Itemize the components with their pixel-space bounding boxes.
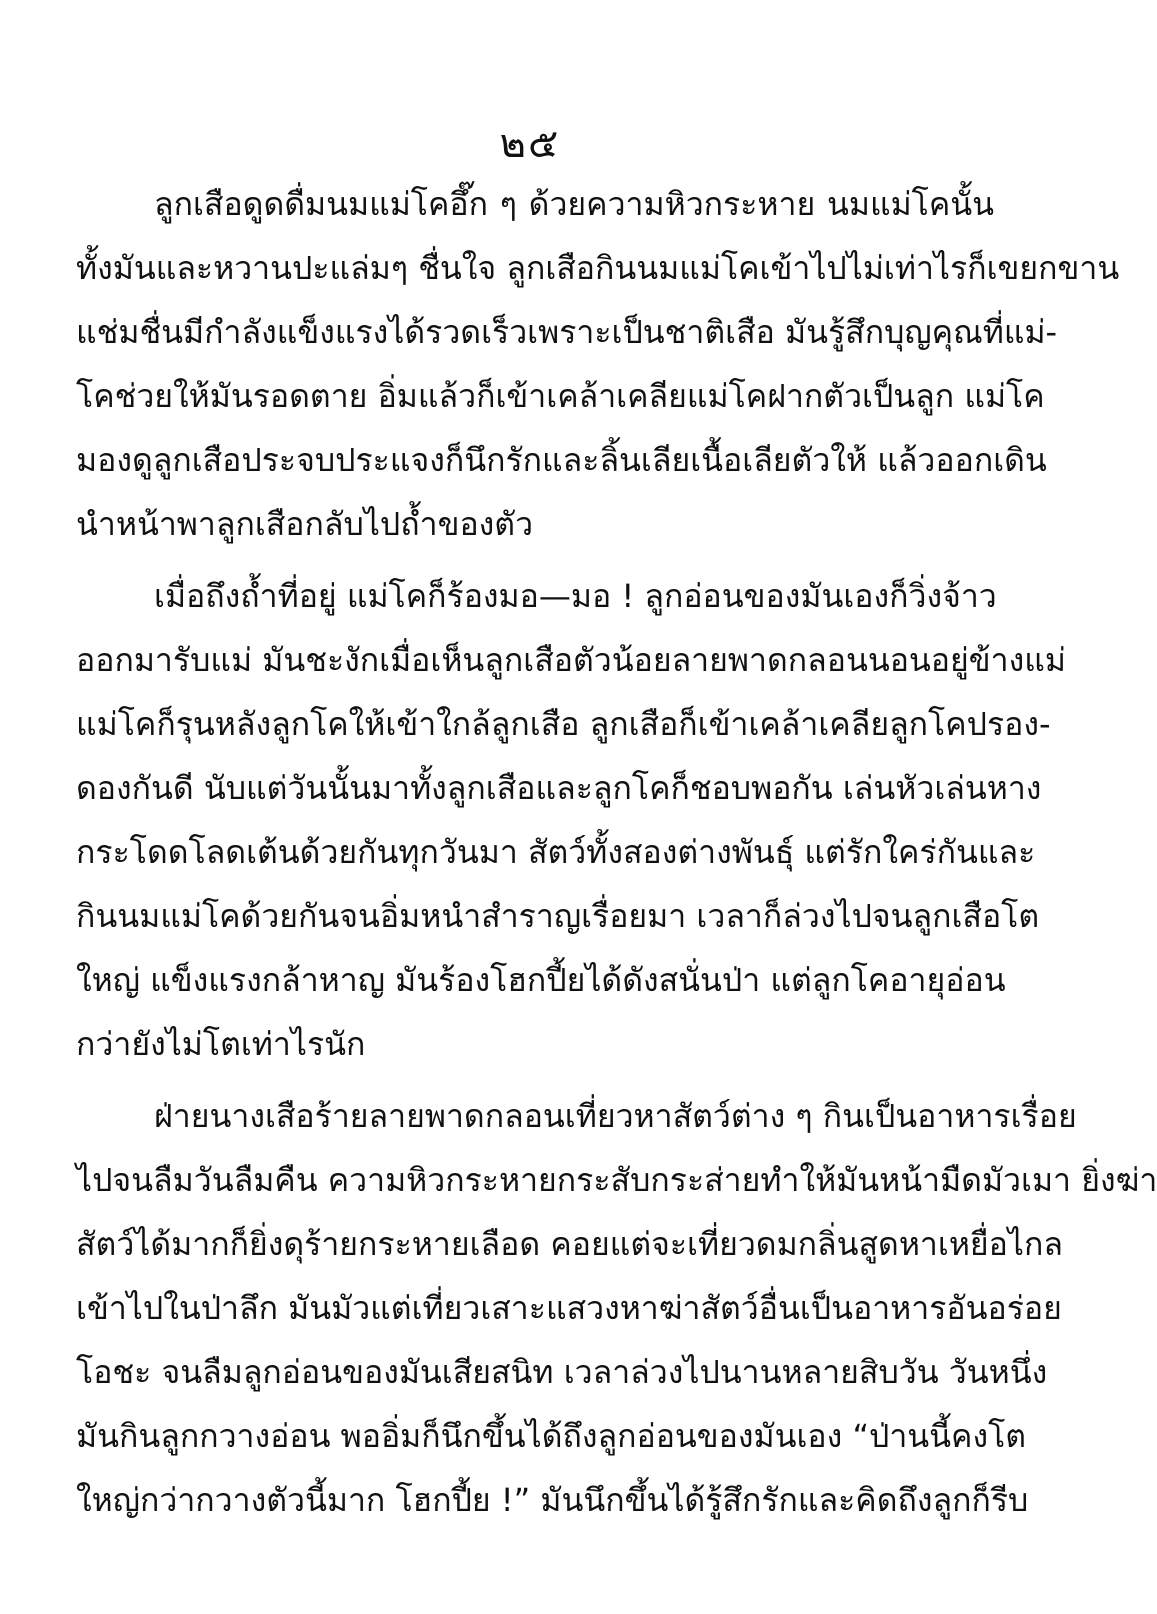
text-line: แม่โคก็รุนหลังลูกโคให้เข้าใกล้ลูกเสือ ลูกเสือก็เข้าเคล้าเคลียลูกโคปรอง- (76, 705, 1051, 743)
text-line: สัตว์ได้มากก็ยิ่งดุร้ายกระหายเลือด คอยแต่จะเที่ยวดมกลิ่นสูดหาเหยื่อไกล (76, 1225, 1063, 1263)
paragraph-2 (76, 564, 1066, 1076)
text-line: มันกินลูกกวางอ่อน พออิ่มก็นึกขึ้นได้ถึงลูกอ่อนของมันเอง “ป่านนี้คงโต (76, 1417, 1027, 1455)
text-line: โอชะ จนลืมลูกอ่อนของมันเสียสนิท เวลาล่วงไปนานหลายสิบวัน วันหนึ่ง (76, 1353, 1048, 1391)
text-line: กินนมแม่โคด้วยกันจนอิ่มหนำสำราญเรื่อยมา เวลาก็ล่วงไปจนลูกเสือโต (76, 897, 1040, 935)
text-line: มองดูลูกเสือประจบประแจงก็นึกรักและลิ้นเลียเนื้อเลียตัวให้ แล้วออกเดิน (76, 441, 1047, 479)
text-line: แช่มชื่นมีกำลังแข็งแรงได้รวดเร็วเพราะเป็นชาติเสือ มันรู้สึกบุญคุณที่แม่- (76, 313, 1058, 351)
text-line: กว่ายังไม่โตเท่าไรนัก (76, 1025, 366, 1063)
page-number: ๒๕ (499, 121, 561, 167)
paragraph-gap (76, 1076, 994, 1084)
text-line: เมื่อถึงถ้ำที่อยู่ แม่โคก็ร้องมอ—มอ ! ลูกอ่อนของมันเองก็วิ่งจ้าว (154, 577, 997, 615)
text-line: ดองกันดี นับแต่วันนั้นมาทั้งลูกเสือและลูกโคก็ชอบพอกัน เล่นหัวเล่นหาง (76, 769, 1042, 807)
paragraph-3 (76, 1084, 1157, 1532)
text-line: เข้าไปในป่าลึก มันมัวแต่เที่ยวเสาะแสวงหาฆ่าสัตว์อื่นเป็นอาหารอันอร่อย (76, 1289, 1062, 1327)
text-line: กระโดดโลดเต้นด้วยกันทุกวันมา สัตว์ทั้งสองต่างพันธุ์ แต่รักใคร่กันและ (76, 833, 1036, 871)
body-text (76, 172, 1157, 1532)
text-line: โคช่วยให้มันรอดตาย อิ่มแล้วก็เข้าเคล้าเคลียแม่โคฝากตัวเป็นลูก แม่โค (76, 377, 1045, 415)
text-line: ใหญ่กว่ากวางตัวนี้มาก โฮกปี้ย !” มันนึกขึ้นได้รู้สึกรักและคิดถึงลูกก็รีบ (76, 1481, 1029, 1519)
paragraph-gap (76, 556, 994, 564)
paragraph-1 (76, 172, 1120, 556)
text-line: นำหน้าพาลูกเสือกลับไปถ้ำของตัว (76, 505, 534, 543)
text-line: ไปจนลืมวันลืมคืน ความหิวกระหายกระสับกระส่ายทำให้มันหน้ามืดมัวเมา ยิ่งฆ่า (76, 1161, 1157, 1199)
text-line: ลูกเสือดูดดื่มนมแม่โคอึ๊ก ๆ ด้วยความหิวกระหาย นมแม่โคนั้น (154, 185, 994, 223)
text-line: ใหญ่ แข็งแรงกล้าหาญ มันร้องโฮกปี้ยได้ดังสนั่นป่า แต่ลูกโคอายุอ่อน (76, 961, 1006, 999)
text-line: ทั้งมันและหวานปะแล่มๆ ชื่นใจ ลูกเสือกินนมแม่โคเข้าไปไม่เท่าไรก็เขยกขาน (76, 249, 1120, 287)
text-line: ออกมารับแม่ มันชะงักเมื่อเห็นลูกเสือตัวน้อยลายพาดกลอนนอนอยู่ข้างแม่ (76, 641, 1066, 679)
text-line: ฝ่ายนางเสือร้ายลายพาดกลอนเที่ยวหาสัตว์ต่าง ๆ กินเป็นอาหารเรื่อย (154, 1097, 1077, 1135)
